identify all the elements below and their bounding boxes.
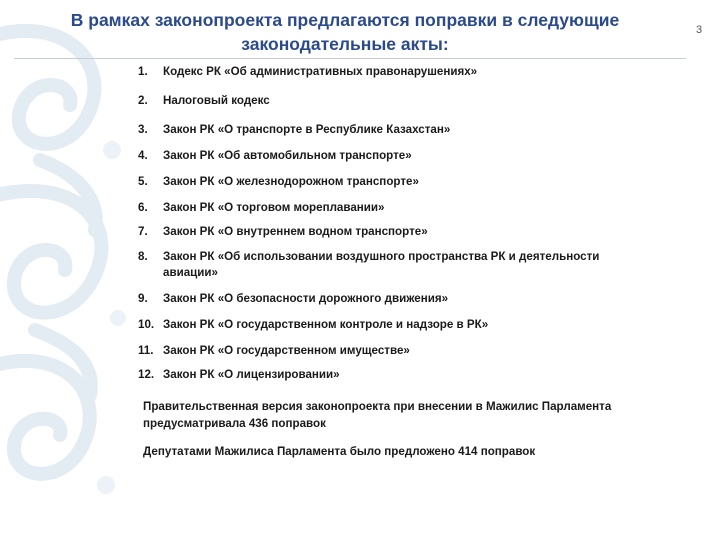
law-title: Закон РК «О железнодорожном транспорте» [163,175,419,188]
law-item-9 [138,291,448,307]
slide-title-line-2: законодательные акты: [241,34,449,54]
law-item-6 [138,200,385,216]
law-number: 2. [138,94,148,107]
deputies-note: Депутатами Мажилиса Парламента было предложено 414 поправок [143,445,536,458]
law-title: Налоговый кодекс [163,94,270,107]
slide-title-line-1: В рамках законопроекта предлагаются поправки в следующие [70,10,620,30]
law-title: Закон РК «О внутреннем водном транспорте» [163,225,428,238]
law-item-12 [138,367,340,383]
law-item-3 [138,122,450,138]
law-title: Закон РК «О транспорте в Республике Казахстан» [163,123,451,136]
law-number: 9. [138,292,148,305]
law-number: 6. [138,201,148,214]
law-number: 7. [138,225,148,238]
page-number: 3 [696,24,703,36]
law-title: Закон РК «О лицензировании» [163,368,340,381]
law-number: 5. [138,175,148,188]
slide-title [40,8,650,56]
law-title: Закон РК «О государственном контроле и надзоре в РК» [163,318,489,331]
law-number: 3. [138,123,148,136]
law-number: 4. [138,149,148,162]
amendments-summary [143,398,623,460]
background-ornament [0,0,150,540]
law-number: 1. [138,65,148,78]
law-title: Закон РК «О государственном имуществе» [163,344,410,357]
law-item-1 [138,64,477,80]
law-item-2 [138,93,270,109]
law-title: Кодекс РК «Об административных правонарушениях» [163,65,478,78]
law-title: Закон РК «О безопасности дорожного движения» [163,292,449,305]
law-number: 12. [138,368,155,381]
law-number: 10. [138,318,155,331]
law-title: Закон РК «О торговом мореплавании» [163,201,385,214]
law-item-10 [138,317,488,333]
law-title: Закон РК «Об использовании воздушного пространства РК и деятельности авиации» [163,250,600,279]
law-item-7 [138,224,428,240]
law-item-11 [138,343,410,359]
law-number: 11. [138,344,154,357]
law-item-4 [138,148,412,164]
law-item-5 [138,174,419,190]
title-divider [14,58,686,59]
government-version-note: Правительственная версия законопроекта при внесении в Мажилис Парламента предусматривала 436 поправок [143,400,612,430]
law-number: 8. [138,250,148,263]
law-title: Закон РК «Об автомобильном транспорте» [163,149,412,162]
law-item-8 [138,249,618,281]
